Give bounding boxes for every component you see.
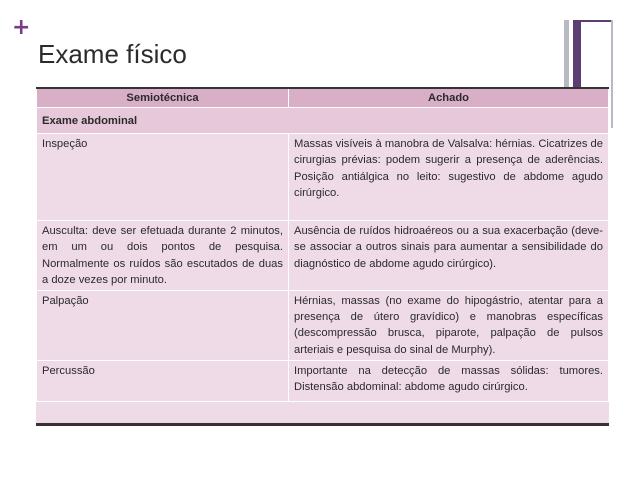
exam-table (36, 87, 609, 402)
decorative-line-vertical (611, 20, 613, 128)
technique-cell: Percussão (37, 360, 289, 401)
finding-cell: Ausência de ruídos hidroaéreos ou a sua exacerbação (deve-se associar a outros sinais para aumentar a sensibilidade do diagnóstico de abdome agudo cirúrgico). (289, 221, 609, 291)
technique-cell: Ausculta: deve ser efetuada durante 2 minutos, em um ou dois pontos de pesquisa. Normalmente os ruídos são escutados de duas a doze vezes por minuto. (37, 221, 289, 291)
table-row (37, 221, 609, 291)
technique-cell: Palpação (37, 291, 289, 361)
table-row (37, 291, 609, 361)
plus-icon: + (12, 15, 31, 40)
technique-cell: Inspeção (37, 134, 289, 221)
table-row (37, 360, 609, 401)
header-achado: Achado (289, 88, 609, 108)
section-label: Exame abdominal (37, 108, 609, 134)
decorative-line (581, 20, 613, 22)
finding-cell: Massas visíveis à manobra de Valsalva: hérnias. Cicatrizes de cirurgias prévias: podem sugerir a presença de aderências. Posição antiálgica no leito: sugestivo de abdome agudo cirúrgico. (289, 134, 609, 221)
table-header-row (37, 88, 609, 108)
slide-title: Exame físico (38, 39, 187, 69)
header-semiotecnica: Semiotécnica (37, 88, 289, 108)
section-row (37, 108, 609, 134)
table-row (37, 134, 609, 221)
exam-table-image (36, 87, 609, 426)
finding-cell: Importante na detecção de massas sólidas: tumores. Distensão abdominal: abdome agudo cirúrgico. (289, 360, 609, 401)
finding-cell: Hérnias, massas (no exame do hipogástrio, atentar para a presença de útero gravídico) e manobras específicas (descompressão brusca, piparote, palpação de pulsos arteriais e pesquisa do sinal de Murphy). (289, 291, 609, 361)
